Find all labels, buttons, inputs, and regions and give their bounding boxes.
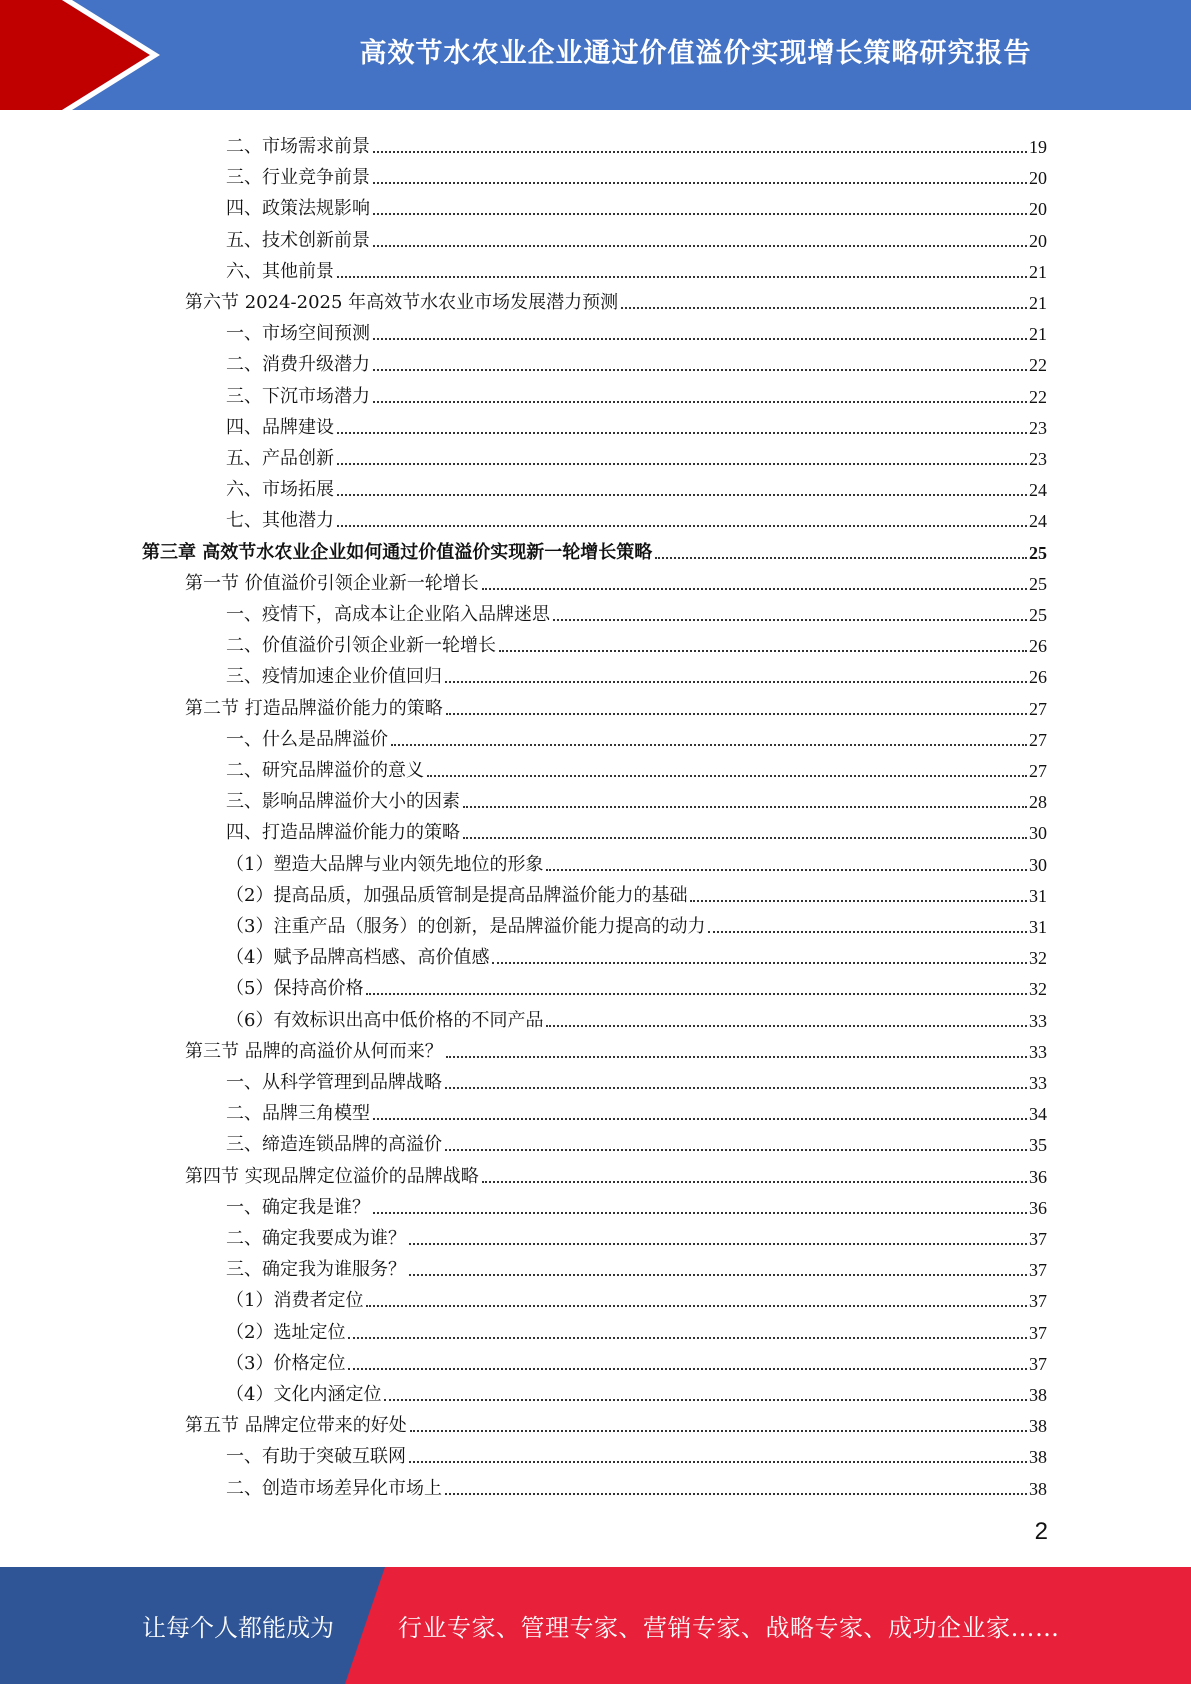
toc-entry-label: 二、创造市场差异化市场上	[226, 1477, 442, 1499]
toc-entry[interactable]	[226, 1437, 1047, 1468]
toc-leader-dots	[373, 1211, 1027, 1214]
toc-leader-dots	[427, 774, 1027, 777]
toc-entry-label: 二、消费升级潜力	[226, 354, 370, 376]
toc-entry-label: （2）选址定位	[226, 1321, 346, 1343]
toc-leader-dots	[373, 212, 1027, 215]
toc-entry-page: 37	[1029, 1291, 1047, 1312]
toc-entry-label: （1）塑造大品牌与业内领先地位的形象	[226, 853, 544, 875]
toc-leader-dots	[337, 524, 1027, 527]
toc-entry[interactable]	[226, 595, 1047, 626]
toc-entry-page: 26	[1029, 636, 1047, 657]
toc-entry-page: 25	[1029, 605, 1047, 625]
toc-entry-page: 21	[1029, 324, 1047, 345]
toc-entry-page: 37	[1029, 1229, 1047, 1249]
toc-entry-label: 第二节 打造品牌溢价能力的策略	[185, 697, 443, 719]
toc-entry[interactable]	[226, 938, 1047, 969]
document-title: 高效节水农业企业通过价值溢价实现增长策略研究报告	[359, 37, 1032, 69]
toc-entry-page: 38	[1029, 1447, 1047, 1468]
toc-entry[interactable]	[226, 189, 1047, 220]
toc-leader-dots	[337, 431, 1027, 434]
toc-entry-label: 三、疫情加速企业价值回归	[226, 666, 442, 688]
toc-entry-label: 一、市场空间预测	[226, 323, 370, 345]
page-number: 2	[1034, 1518, 1048, 1545]
toc-entry-label: 第六节 2024-2025 年高效节水农业市场发展潜力预测	[185, 292, 619, 313]
toc-leader-dots	[445, 1492, 1027, 1495]
toc-entry-page: 32	[1029, 979, 1047, 1000]
toc-entry-label: 二、确定我要成为谁？	[226, 1228, 406, 1249]
toc-entry[interactable]	[226, 626, 1047, 657]
toc-entry-page: 31	[1029, 885, 1047, 906]
toc-leader-dots	[546, 1024, 1027, 1027]
toc-entry[interactable]	[226, 221, 1047, 252]
toc-leader-dots	[445, 1148, 1027, 1151]
toc-entry[interactable]	[226, 127, 1047, 158]
toc-entry[interactable]	[226, 907, 1047, 938]
toc-leader-dots	[553, 618, 1027, 621]
toc-leader-dots	[373, 181, 1027, 184]
toc-entry-page: 38	[1029, 1416, 1047, 1437]
toc-entry-page: 25	[1029, 542, 1047, 563]
toc-entry-page: 20	[1029, 230, 1047, 251]
toc-leader-dots	[373, 400, 1027, 403]
toc-entry-label: （4）赋予品牌高档感、高价值感	[226, 947, 490, 969]
toc-entry[interactable]	[185, 283, 1047, 314]
toc-entry-page: 37	[1029, 1260, 1047, 1281]
toc-entry[interactable]	[226, 377, 1047, 408]
toc-entry-label: 第三章 高效节水农业企业如何通过价值溢价实现新一轮增长策略	[142, 541, 653, 563]
toc-leader-dots	[409, 1273, 1027, 1276]
page-header	[0, 0, 1191, 110]
toc-entry-label: 七、其他潜力	[226, 510, 334, 532]
toc-entry-page: 20	[1029, 168, 1047, 189]
toc-leader-dots	[391, 743, 1027, 746]
toc-leader-dots	[482, 587, 1027, 590]
toc-entry-page: 27	[1029, 698, 1047, 719]
toc-entry-label: 二、研究品牌溢价的意义	[226, 760, 424, 781]
toc-entry-page: 21	[1029, 293, 1047, 313]
toc-entry[interactable]	[226, 1188, 1047, 1219]
toc-entry-page: 31	[1029, 917, 1047, 937]
toc-entry-page: 25	[1029, 573, 1047, 594]
toc-entry[interactable]	[185, 1157, 1047, 1188]
toc-leader-dots	[445, 680, 1027, 683]
toc-leader-dots	[366, 992, 1027, 995]
toc-entry-page: 33	[1029, 1041, 1047, 1062]
toc-leader-dots	[409, 1242, 1027, 1245]
toc-entry[interactable]	[226, 252, 1047, 283]
toc-leader-dots	[409, 1460, 1027, 1463]
toc-entry-label: 五、产品创新	[226, 448, 334, 469]
toc-entry-label: 第四节 实现品牌定位溢价的品牌战略	[185, 1165, 479, 1187]
toc-leader-dots	[546, 868, 1027, 871]
toc-entry-label: 五、技术创新前景	[226, 229, 370, 251]
toc-entry[interactable]	[226, 1344, 1047, 1375]
toc-entry-label: （3）价格定位	[226, 1352, 346, 1374]
toc-entry-label: 四、政策法规影响	[226, 198, 370, 220]
toc-leader-dots	[690, 899, 1027, 902]
toc-leader-dots	[337, 462, 1027, 465]
toc-entry-page: 36	[1029, 1197, 1047, 1218]
toc-entry-page: 24	[1029, 511, 1047, 532]
toc-entry-label: 二、品牌三角模型	[226, 1103, 370, 1125]
toc-entry-label: （6）有效标识出高中低价格的不同产品	[226, 1009, 544, 1031]
toc-leader-dots	[373, 368, 1027, 371]
toc-leader-dots	[445, 1086, 1027, 1089]
toc-entry-page: 23	[1029, 449, 1047, 469]
toc-leader-dots	[482, 1180, 1027, 1183]
toc-entry-label: 三、确定我为谁服务？	[226, 1259, 406, 1281]
toc-entry-page: 30	[1029, 823, 1047, 844]
toc-entry-page: 37	[1029, 1322, 1047, 1343]
toc-entry[interactable]	[226, 969, 1047, 1000]
footer-slogan-right: 行业专家、管理专家、营销专家、战略专家、成功企业家……	[398, 1614, 1060, 1642]
toc-entry-label: 一、什么是品牌溢价	[226, 728, 388, 750]
toc-entry[interactable]	[226, 314, 1047, 345]
toc-entry-page: 22	[1029, 386, 1047, 407]
toc-entry[interactable]	[185, 1406, 1047, 1437]
toc-entry-label: 六、其他前景	[226, 260, 334, 282]
page-footer	[0, 1567, 1191, 1684]
toc-entry[interactable]	[185, 1032, 1047, 1063]
toc-entry[interactable]	[226, 845, 1047, 876]
toc-entry[interactable]	[226, 1001, 1047, 1032]
toc-entry-page: 37	[1029, 1353, 1047, 1374]
toc-leader-dots	[655, 556, 1027, 559]
toc-entry[interactable]	[226, 470, 1047, 501]
toc-entry[interactable]	[142, 533, 1047, 564]
toc-entry-page: 26	[1029, 667, 1047, 688]
toc-entry-label: 一、确定我是谁？	[226, 1196, 370, 1218]
toc-entry-page: 30	[1029, 854, 1047, 875]
toc-entry-page: 33	[1029, 1010, 1047, 1031]
toc-leader-dots	[492, 961, 1027, 964]
toc-entry[interactable]	[185, 564, 1047, 595]
toc-entry[interactable]	[226, 813, 1047, 844]
toc-entry-label: 三、缔造连锁品牌的高溢价	[226, 1134, 442, 1156]
toc-leader-dots	[373, 337, 1027, 340]
toc-entry-label: 一、有助于突破互联网	[226, 1446, 406, 1468]
toc-entry-label: 六、市场拓展	[226, 479, 334, 501]
toc-entry[interactable]	[226, 782, 1047, 813]
toc-entry[interactable]	[226, 408, 1047, 439]
toc-leader-dots	[446, 712, 1027, 715]
toc-entry-label: （4）文化内涵定位	[226, 1384, 382, 1405]
toc-entry-page: 23	[1029, 417, 1047, 438]
toc-entry-label: （2）提高品质，加强品质管制是提高品牌溢价能力的基础	[226, 884, 688, 906]
toc-entry[interactable]	[226, 1281, 1047, 1312]
toc-entry[interactable]	[226, 657, 1047, 688]
toc-entry[interactable]	[226, 1469, 1047, 1500]
toc-entry-page: 19	[1029, 137, 1047, 157]
toc-entry-label: （1）消费者定位	[226, 1290, 364, 1312]
toc-entry-label: 三、影响品牌溢价大小的因素	[226, 791, 460, 813]
toc-leader-dots	[463, 836, 1027, 839]
toc-leader-dots	[410, 1429, 1027, 1432]
toc-entry[interactable]	[226, 1125, 1047, 1156]
toc-entry-page: 34	[1029, 1104, 1047, 1125]
toc-entry-label: 二、市场需求前景	[226, 136, 370, 157]
toc-entry-page: 22	[1029, 355, 1047, 376]
toc-entry[interactable]	[226, 751, 1047, 782]
toc-entry[interactable]	[226, 720, 1047, 751]
toc-entry-page: 21	[1029, 261, 1047, 282]
toc-entry[interactable]	[226, 1063, 1047, 1094]
toc-entry[interactable]	[226, 439, 1047, 470]
toc-entry-page: 33	[1029, 1073, 1047, 1093]
toc-entry[interactable]	[226, 158, 1047, 189]
toc-entry-label: 二、价值溢价引领企业新一轮增长	[226, 635, 496, 657]
toc-leader-dots	[337, 275, 1027, 278]
toc-entry-label: 四、打造品牌溢价能力的策略	[226, 822, 460, 844]
toc-entry-label: 一、疫情下，高成本让企业陷入品牌迷思	[226, 604, 550, 625]
toc-entry-page: 20	[1029, 199, 1047, 220]
toc-entry[interactable]	[226, 1219, 1047, 1250]
toc-entry[interactable]	[226, 501, 1047, 532]
toc-entry-page: 27	[1029, 761, 1047, 781]
toc-entry-page: 27	[1029, 729, 1047, 750]
toc-entry[interactable]	[226, 1313, 1047, 1344]
toc-leader-dots	[373, 150, 1027, 153]
toc-leader-dots	[366, 1304, 1027, 1307]
toc-entry-page: 32	[1029, 948, 1047, 969]
toc-entry[interactable]	[226, 345, 1047, 376]
toc-leader-dots	[373, 244, 1027, 247]
toc-entry-label: 三、行业竞争前景	[226, 167, 370, 189]
toc-leader-dots	[499, 649, 1027, 652]
toc-entry[interactable]	[226, 876, 1047, 907]
footer-slogan-left: 让每个人都能成为	[142, 1614, 334, 1642]
toc-entry-label: 第一节 价值溢价引领企业新一轮增长	[185, 572, 479, 594]
toc-entry-label: 一、从科学管理到品牌战略	[226, 1072, 442, 1093]
toc-entry-page: 38	[1029, 1385, 1047, 1405]
toc-entry[interactable]	[185, 689, 1047, 720]
toc-leader-dots	[348, 1367, 1027, 1370]
toc-leader-dots	[446, 1055, 1027, 1058]
toc-entry-page: 36	[1029, 1166, 1047, 1187]
toc-leader-dots	[621, 306, 1027, 309]
toc-entry[interactable]	[226, 1094, 1047, 1125]
toc-entry-label: （5）保持高价格	[226, 978, 364, 1000]
toc-leader-dots	[463, 805, 1027, 808]
toc-entry-page: 28	[1029, 792, 1047, 813]
toc-entry[interactable]	[226, 1250, 1047, 1281]
toc-leader-dots	[348, 1336, 1027, 1339]
toc-leader-dots	[373, 1117, 1027, 1120]
toc-entry-page: 24	[1029, 480, 1047, 501]
toc-entry-page: 35	[1029, 1135, 1047, 1156]
toc-entry-label: 四、品牌建设	[226, 416, 334, 438]
toc-entry-page: 38	[1029, 1478, 1047, 1499]
toc-leader-dots	[337, 493, 1027, 496]
toc-entry-label: 第五节 品牌定位带来的好处	[185, 1415, 407, 1437]
toc-leader-dots	[384, 1398, 1027, 1401]
toc-leader-dots	[708, 930, 1027, 933]
toc-entry[interactable]	[226, 1375, 1047, 1406]
toc-entry-label: （3）注重产品（服务）的创新，是品牌溢价能力提高的动力	[226, 916, 706, 937]
toc-entry-label: 三、下沉市场潜力	[226, 385, 370, 407]
toc-entry-label: 第三节 品牌的高溢价从何而来？	[185, 1040, 443, 1062]
